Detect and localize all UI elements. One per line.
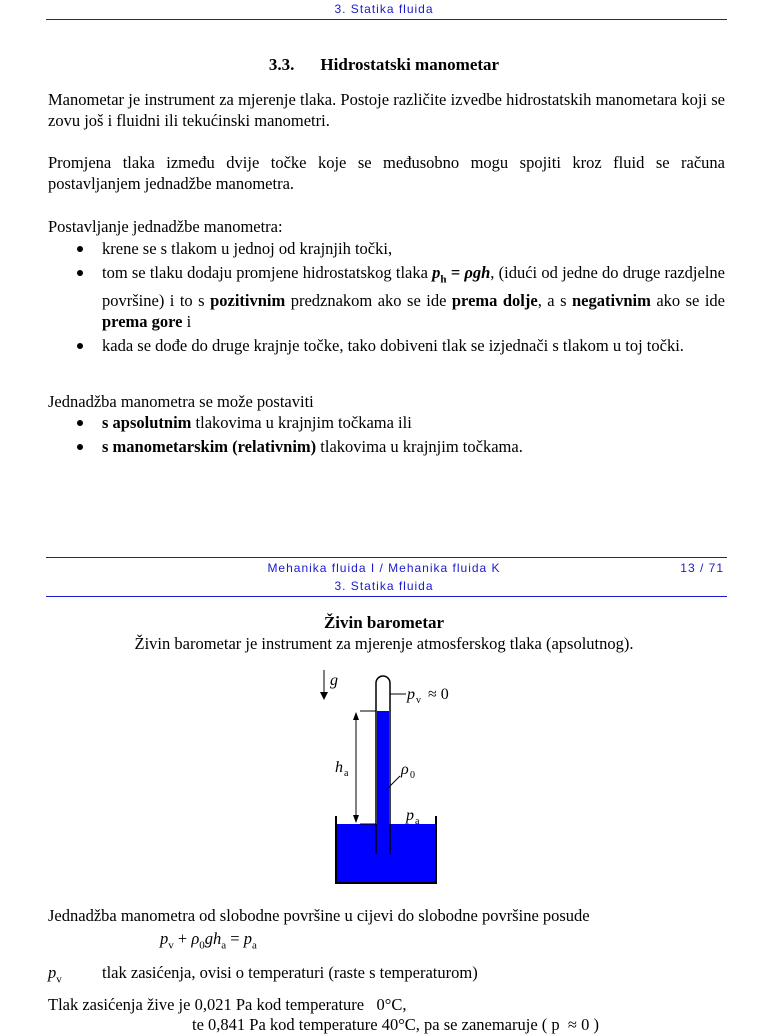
header-rule-2 [46, 596, 727, 597]
barometer-diagram [316, 668, 486, 888]
manometer-equation [160, 929, 257, 951]
paragraph-pressure-change: Promjena tlaka između dvije točke koje se međusobno mogu spojiti kroz fluid se računa postavljanjem jednadžbe manometra. [48, 153, 725, 193]
footer-rule [46, 557, 727, 558]
keyword-negativnim: negativnim [572, 291, 651, 311]
step-2-text-e: ako se ide [650, 291, 725, 311]
saturation-line-2: te 0,841 Pa kod temperature 40°C, pa se zanemaruje ( p ≈ 0 ) [192, 1015, 599, 1034]
section-number: 3.3. [268, 55, 295, 74]
eq-plus: + [173, 929, 192, 948]
barometer-subtitle: Živin barometar je instrument za mjerenje atmosferskog tlaka (apsolutnog). [134, 634, 634, 653]
eq-p: p [160, 929, 169, 948]
modes-list [48, 412, 725, 460]
eq-sub-v: v [168, 939, 174, 952]
approx-zero: ≈ 0 [428, 686, 449, 703]
ha-sub: a [344, 768, 349, 779]
pa-sub: a [415, 816, 420, 827]
mode-2-text: tlakovima u krajnjim točkama. [316, 437, 523, 456]
gravity-arrowhead [320, 692, 328, 700]
barometer-title: Živin barometar [323, 613, 445, 632]
eq-sub-a: a [221, 939, 227, 952]
definition-symbol [48, 963, 62, 985]
setup-steps-list [48, 238, 725, 359]
list-item [48, 262, 725, 332]
pv-label: p [407, 686, 415, 703]
keyword-prema-gore: prema gore [102, 312, 183, 332]
header-rule [46, 19, 727, 20]
page-header-chapter: 3. Statika fluida [334, 2, 434, 16]
section-title [0, 55, 768, 75]
def-sub-v: v [56, 973, 62, 986]
eq-pa: p [243, 929, 252, 948]
footer-page-number: 13 / 71 [680, 561, 724, 575]
ha-arrow-up [353, 712, 359, 720]
step-1-text: krene se s tlakom u jednoj od krajnjih točki, [102, 239, 393, 258]
mode-2-bold: s manometarskim (relativnim) [102, 437, 317, 456]
eq-rho: ρ [191, 929, 200, 948]
pa-label: p [406, 807, 414, 824]
eq-pa-sub: a [251, 939, 257, 952]
list-item [48, 436, 725, 457]
rho-label: ρ [401, 761, 409, 778]
ha-label: h [335, 759, 343, 776]
step-3-text: kada se dođe do druge krajnje točke, tako dobiveni tlak se izjednači s tlakom u toj točki. [102, 336, 684, 356]
formula-p: p [432, 263, 441, 282]
mercury-column [377, 711, 389, 854]
paragraph-setup-heading: Postavljanje jednadžbe manometra: [48, 217, 283, 236]
keyword-pozitivnim: pozitivnim [210, 291, 286, 311]
footer-course: Mehanika fluida I / Mehanika fluida K [267, 561, 501, 575]
paragraph-modes-heading: Jednadžba manometra se može postaviti [48, 392, 314, 411]
mode-1-bold: s apsolutnim [102, 413, 192, 432]
section-title-text: Hidrostatski manometar [320, 55, 500, 74]
list-item [48, 238, 725, 259]
page-header-chapter-2: 3. Statika fluida [334, 579, 434, 593]
formula-sub-h: h [440, 273, 447, 286]
ha-arrow-down [353, 815, 359, 823]
formula-rho-g-h: = ρgh [446, 263, 491, 282]
mode-1-text: tlakovima u krajnjim točkama ili [191, 413, 412, 432]
step-2-text-f: i [182, 312, 192, 332]
pv-sub: v [416, 695, 421, 706]
def-p: p [48, 963, 57, 982]
step-2-text-d: , a s [537, 291, 572, 311]
step-2-text-c: predznakom ako se ide [285, 291, 452, 311]
eq-sub-0: 0 [199, 939, 205, 952]
paragraph-intro: Manometar je instrument za mjerenje tlaka. Postoje različite izvedbe hidrostatskih manometara koji se zovu još i fluidni ili tekućinski manometri. [48, 90, 725, 130]
equation-intro: Jednadžba manometra od slobodne površine u cijevi do slobodne površine posude [48, 906, 590, 925]
list-item [48, 335, 725, 356]
rho-sub: 0 [410, 770, 415, 781]
saturation-line-1: Tlak zasićenja žive je 0,021 Pa kod temperature 0°C, [48, 995, 407, 1014]
formula-ph [432, 263, 491, 286]
keyword-prema-dolje: prema dolje [451, 291, 538, 311]
step-2-text-a: tom se tlaku dodaju promjene hidrostatskog tlaka [102, 263, 433, 282]
list-item [48, 412, 725, 433]
eq-equals: = [226, 929, 244, 948]
step-2-text-b: , (idući od jedne do druge razdjelne površine) i to s [102, 263, 725, 311]
eq-gh: gh [204, 929, 222, 948]
definition-text: tlak zasićenja, ovisi o temperaturi (raste s temperaturom) [102, 963, 478, 982]
gravity-label: g [330, 672, 338, 689]
